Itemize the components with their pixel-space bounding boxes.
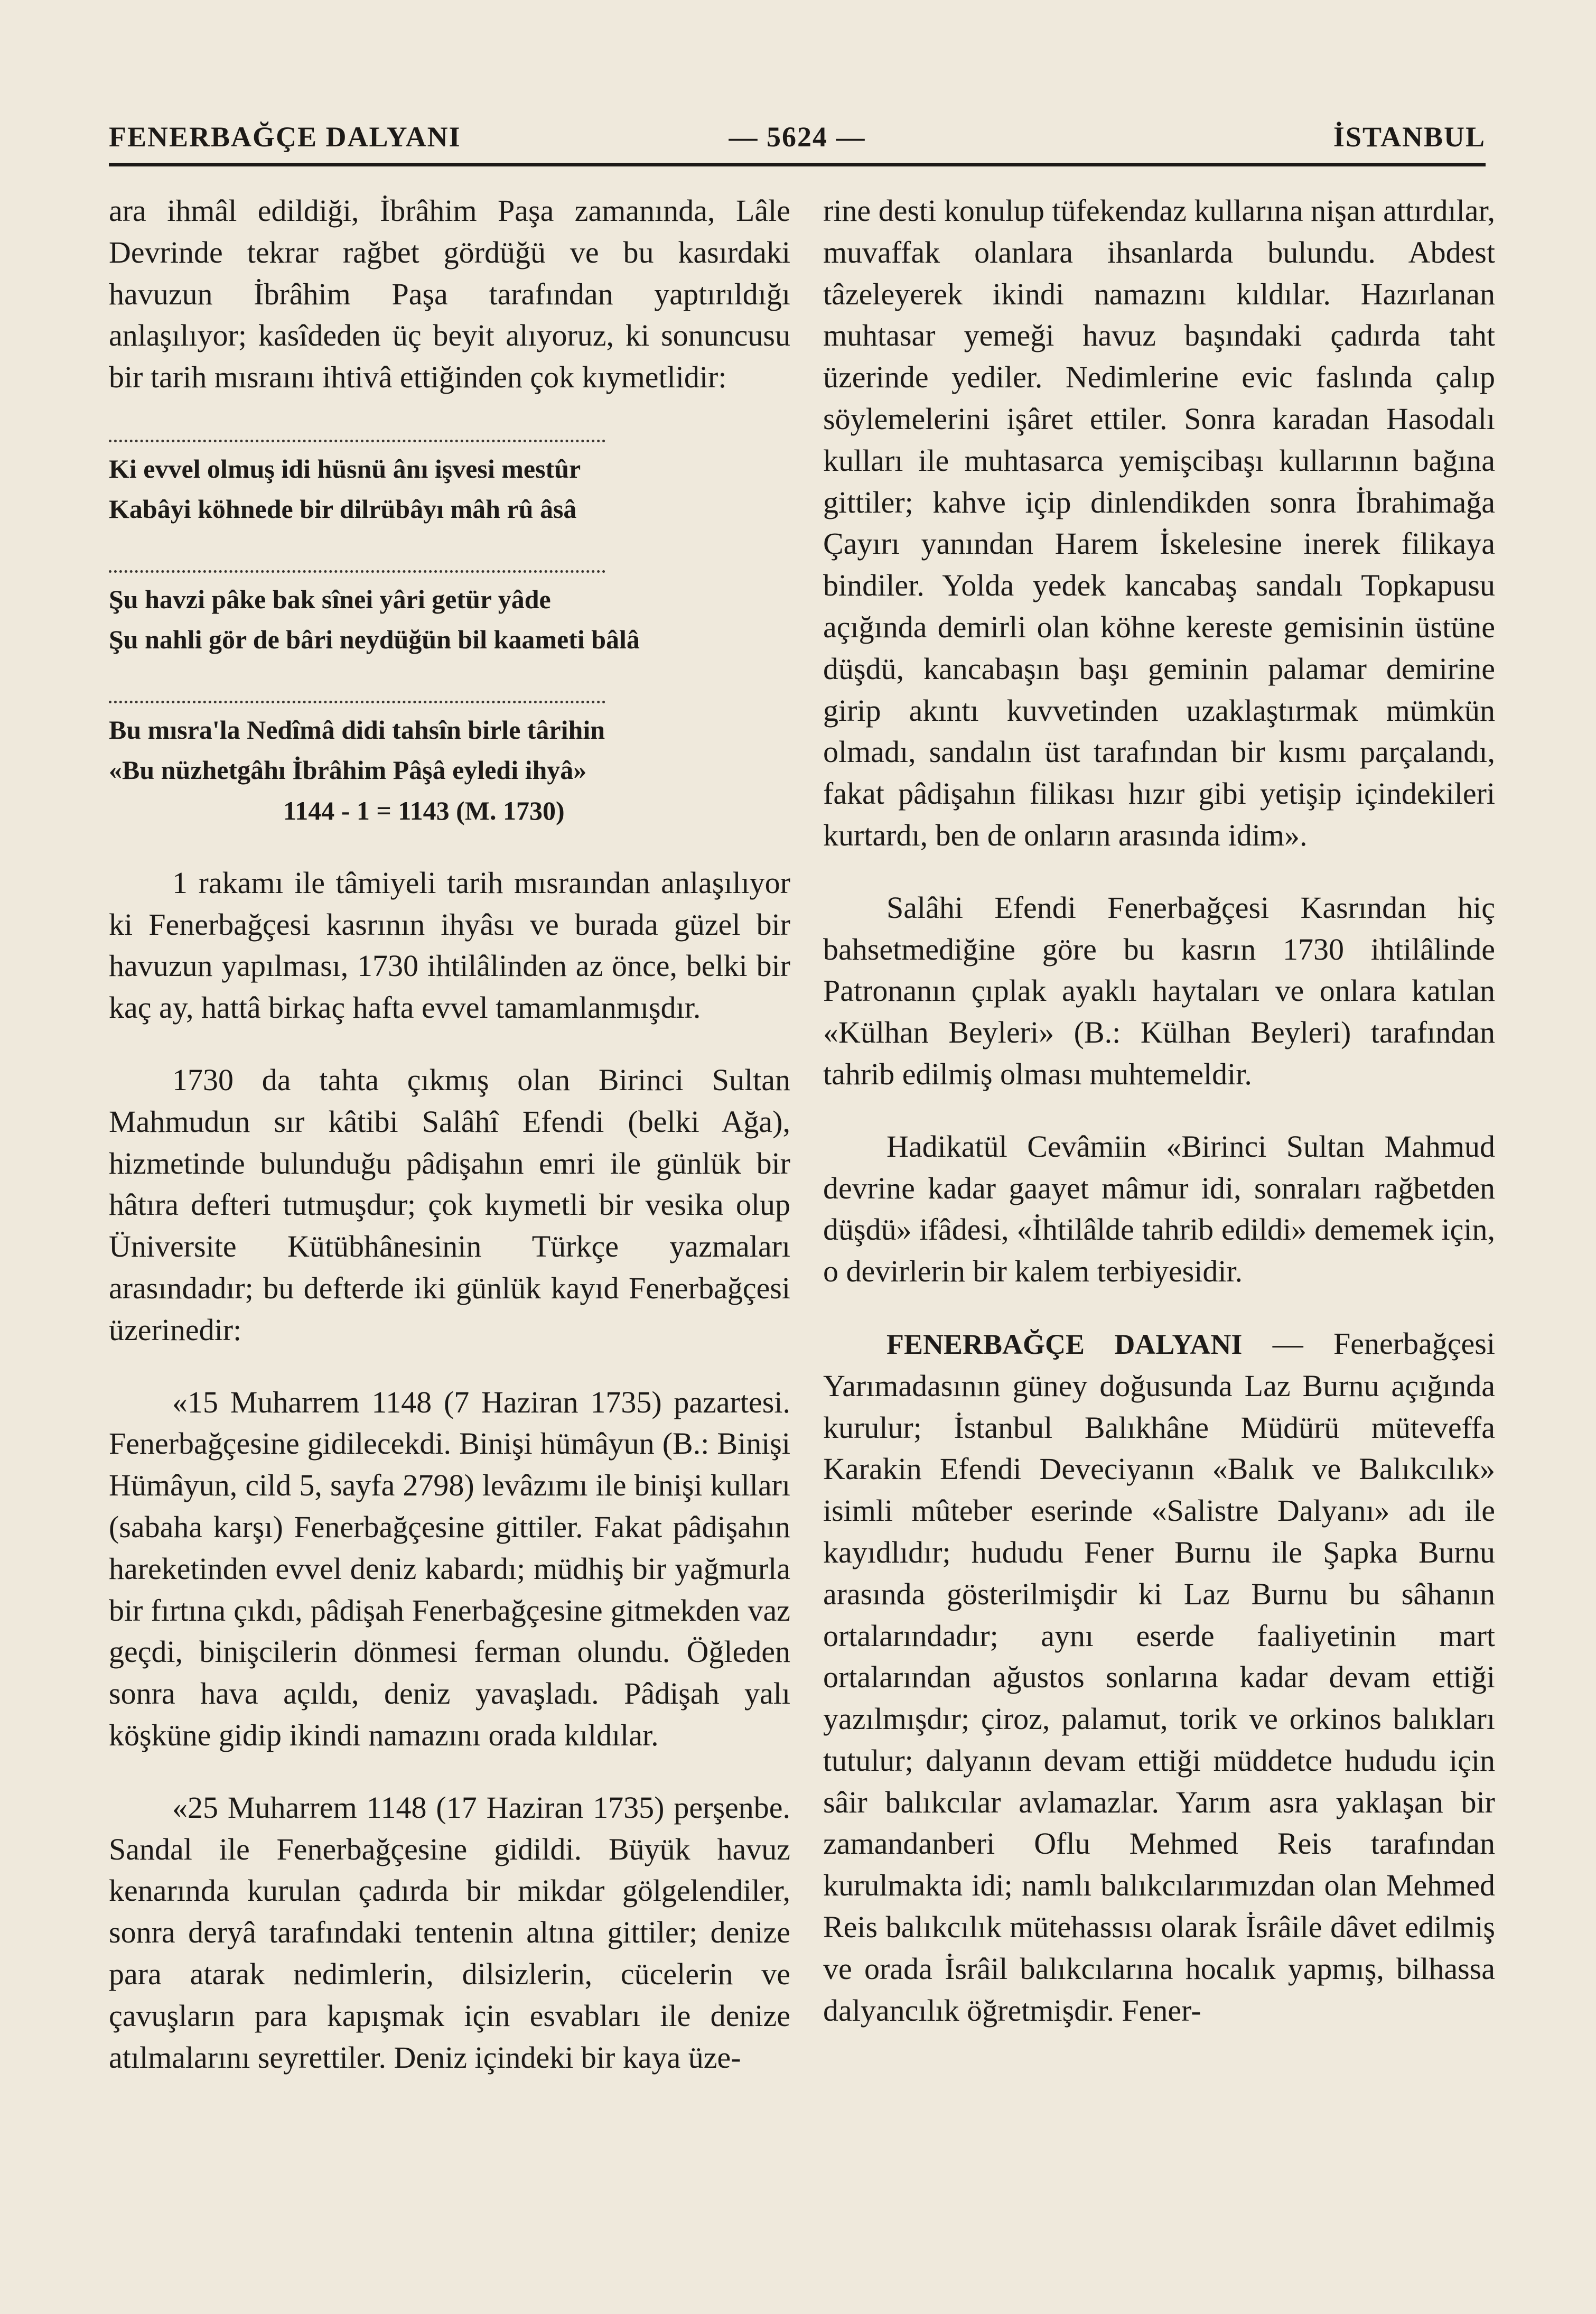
page-header	[109, 115, 1486, 166]
verse-line: Bu mısra'la Nedîmâ didi tahsîn birle târihin	[109, 714, 605, 745]
paragraph: ara ihmâl edildiği, İbrâhim Paşa zamanında, Lâle Devrinde tekrar rağbet gördüğü ve bu kasırdaki havuzun İbrâhim Paşa tarafından yaptırıldığı anlaşılıyor; kasîdeden üç beyit alıyoruz, ki sonuncusu bir tarih mısraını ihtivâ ettiğinden çok kıymetlidir:	[109, 193, 790, 395]
paragraph: 1 rakamı ile tâmiyeli tarih mısraından anlaşılıyor ki Fenerbağçesi kasrının ihyâsı ve burada güzel bir havuzun yapılması, 1730 ihtilâlinden az önce, belki bir kaç ay, hattâ birkaç hafta evvel tamamlanmışdır.	[109, 865, 790, 1025]
ellipsis-divider	[109, 419, 605, 442]
entry-text: — Fenerbağçesi Yarımadasının güney doğusunda Laz Burnu açığında kurulur; İstanbul Balıkhâne Müdürü müteveffa Karakin Efendi Deveciyanın «Balık ve Balıkcılık» isimli mûteber eserinde «Salistre Dalyanı» adı ile kayıdlıdır; hududu Fener Burnu ile Şapka Burnu arasında gösterilmişdir ki Laz Burnu bu sâhanın ortalarındadır; aynı eserde faaliyetinin mart ortalarından ağustos sonlarına kadar devam ettiği yazılmışdır; çiroz, palamut, torik ve orkinos balıkları tutulur; dalyanın devam ettiği müddetce hududu için sâir balıkcılar avlamazlar. Yarım asra yaklaşan bir zamandanberi Oflu Mehmed Reis tarafından kurulmakta idi; namlı balıkcılarımızdan olan Mehmed Reis balıkcılık mütehassısı olarak İsrâile dâvet edilmiş ve orada İsrâil balıkcılarına hocalık yapmış, bilhassa dalyancılık öğretmişdir. Fener-	[823, 1326, 1495, 2028]
paragraph: Salâhi Efendi Fenerbağçesi Kasrından hiç bahsetmediğine göre bu kasrın 1730 ihtilâlinde Patronanın çıplak ayaklı haytaları ve onlara katılan «Külhan Beyleri» (B.: Külhan Beyleri) tarafından tahrib edilmiş olması muhtemeldir.	[823, 890, 1495, 1091]
verse-couplet	[109, 710, 790, 790]
date-calculation: 1144 - 1 = 1143 (M. 1730)	[283, 795, 565, 825]
quoted-entry: «25 Muharrem 1148 (17 Haziran 1735) perşenbe. Sandal ile Fenerbağçesine gidildi. Büyük havuz kenarında kurulan çadırda bir mikdar gölgelendiler, sonra deryâ tarafındaki tentenin altına gittiler; denize para atarak nedimlerin, dilsizlerin, cücelerin ve çavuşların para kapışmak için esvabları ile denize atılmalarını seyrettiler. Deniz içindeki bir kaya üze-	[109, 1790, 790, 2075]
paragraph: rine desti konulup tüfekendaz kullarına nişan attırdılar, muvaffak olanlara ihsanlarda bulundu. Abdest tâzeleyerek ikindi namazını kıldılar. Hazırlanan muhtasar yemeği havuz başındaki çadırda taht üzerinde yediler. Nedimlerine evic faslında çalıp söylemelerini işâret ettiler. Sonra karadan Hasodalı kulları ile muhtasarca yemişcibaşı kullarının bağına gittiler; kahve içip dinlendikden sonra İbrahimağa Çayırı yanından Harem İskelesine inerek filikaya bindiler. Yolda yedek kancabaş sandalı Topkapusu açığında demirli olan köhne kereste gemisinin üstüne düşdü, kancabaşın başı geminin palamar demirine girip akıntı kuvvetinden uzaklaştırmak mümkün olmadı, sandalın üst tarafından bir kısmı parçalandı, fakat pâdişahın filikası hızır gibi yetişip içindekileri kurtardı, ben de onların arasında idim».	[823, 193, 1495, 852]
header-title: FENERBAĞÇE DALYANI	[109, 121, 461, 153]
verse-line: Şu havzi pâke bak sînei yâri getür yâde	[109, 584, 551, 614]
paragraph: Hadikatül Cevâmiin «Birinci Sultan Mahmud devrine kadar gaayet mâmur idi, sonraları rağbetden düşdü» ifâdesi, «İhtilâlde tahrib edildi» dememek için, o devirlerin bir kalem terbiyesidir.	[823, 1129, 1495, 1289]
ellipsis-divider	[109, 549, 605, 573]
left-column	[109, 190, 790, 2078]
verse-line: Ki evvel olmuş idi hüsnü ânı işvesi mestûr	[109, 453, 581, 484]
page-number: — 5624 —	[729, 121, 866, 153]
ellipsis-divider	[109, 680, 605, 703]
right-column	[823, 190, 1495, 2031]
entry-heading: FENERBAĞÇE DALYANI	[886, 1328, 1243, 1360]
verse-line: «Bu nüzhetgâhı İbrâhim Pâşâ eyledi ihyâ»	[109, 755, 587, 785]
paragraph: 1730 da tahta çıkmış olan Birinci Sultan Mahmudun sır kâtibi Salâhî Efendi (belki Ağa), hizmetinde bulunduğu pâdişahın emri ile günlük bir hâtıra defteri tutmuşdur; çok kıymetli bir vesika olup Üniversite Kütübhânesinin Türkçe yazmaları arasındadır; bu defterde iki günlük kayıd Fenerbağçesi üzerinedir:	[109, 1062, 790, 1347]
header-section: İSTANBUL	[1333, 121, 1486, 153]
verse-line: Kabâyi köhnede bir dilrübâyı mâh rû âsâ	[109, 494, 577, 524]
entry-paragraph	[823, 1323, 1495, 2032]
verse-line: Şu nahli gör de bâri neydüğün bil kaameti bâlâ	[109, 624, 640, 654]
quoted-entry: «15 Muharrem 1148 (7 Haziran 1735) pazartesi. Fenerbağçesine gidilecekdi. Binişi hümâyun (B.: Binişi Hümâyun, cild 5, sayfa 2798) levâzımı ile binişi kulları (sabaha karşı) Fenerbağçesine gittiler. Fakat pâdişahın hareketinden evvel deniz kabardı; müdhiş bir yağmurla bir fırtına çıkdı, pâdişah Fenerbağçesine gitmekden vaz geçdi, binişcilerin dönmesi ferman olundu. Öğleden sonra hava açıldı, deniz yavaşladı. Pâdişah yalı köşküne gidip ikindi namazını orada kıldılar.	[109, 1384, 790, 1752]
verse-couplet	[109, 449, 790, 529]
verse-couplet	[109, 579, 790, 659]
